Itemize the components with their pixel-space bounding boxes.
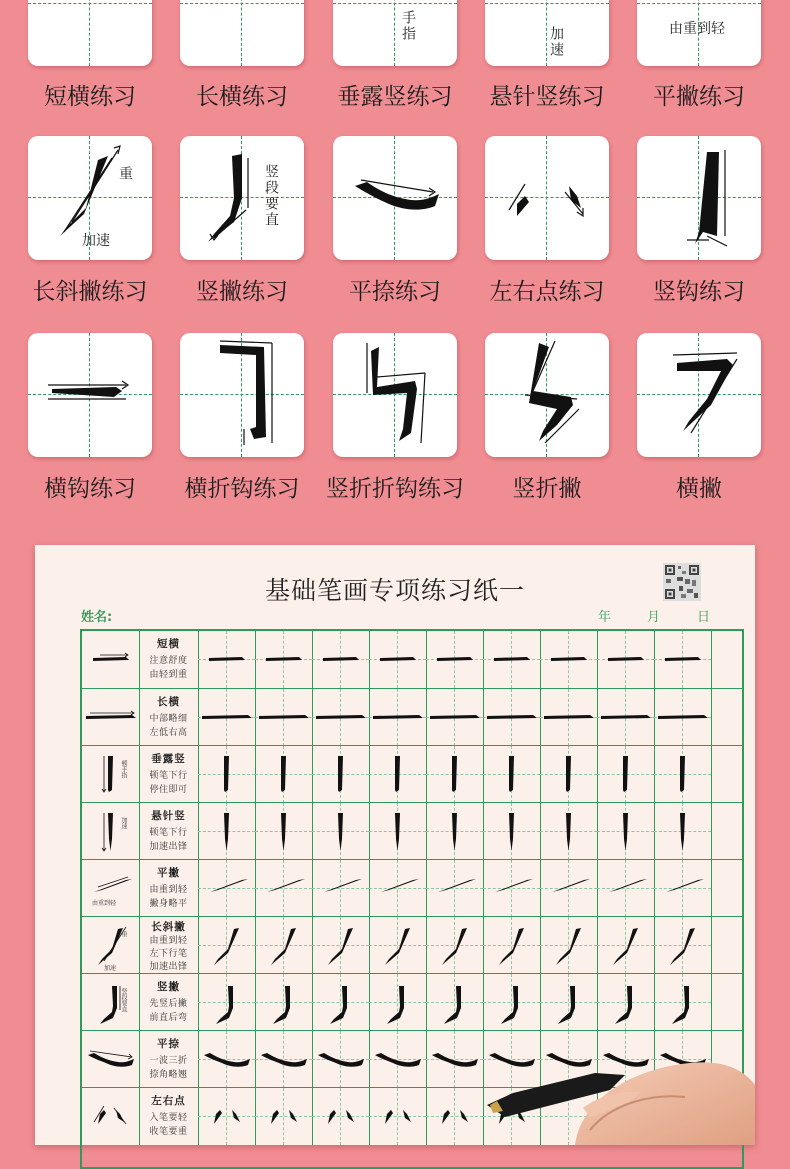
stroke-card-flat-right-falling bbox=[333, 136, 457, 260]
stroke-card-label: 短横练习 bbox=[44, 84, 136, 110]
stroke-name: 长横 bbox=[157, 696, 180, 708]
instruction-line-2: 加速出锋 bbox=[149, 842, 188, 852]
stroke-card-label: 长横练习 bbox=[196, 84, 288, 110]
stroke-name: 左右点 bbox=[151, 1095, 186, 1107]
date-year-label: 年 bbox=[598, 610, 612, 625]
stroke-card-label: 平捺练习 bbox=[349, 279, 441, 305]
stroke-card-label: 竖折折钩练习 bbox=[326, 476, 464, 502]
stroke-card-vertical-double-turn-hook bbox=[333, 333, 457, 457]
stroke-diagram bbox=[333, 136, 457, 260]
stroke-name: 悬针竖 bbox=[151, 810, 186, 822]
stroke-diagram bbox=[180, 333, 304, 457]
stroke-card-label: 横撇 bbox=[676, 476, 722, 502]
stroke-card-label: 竖折撇 bbox=[512, 476, 582, 502]
stroke-card-note: 加速 bbox=[548, 26, 564, 58]
stroke-card-horizontal-hook bbox=[28, 333, 152, 457]
stroke-diagram bbox=[28, 0, 152, 66]
stroke-card-long-slant-left-falling bbox=[28, 136, 152, 260]
stroke-card-label: 长斜撇练习 bbox=[32, 279, 148, 305]
practice-worksheet bbox=[35, 545, 755, 1145]
stroke-card-horizontal-left-falling bbox=[637, 333, 761, 457]
stroke-card-label: 横钩练习 bbox=[44, 476, 136, 502]
name-field-label: 姓名: bbox=[81, 610, 113, 625]
stroke-card-note: 竖段要直 bbox=[263, 164, 279, 228]
stroke-card-label: 竖钩练习 bbox=[653, 279, 745, 305]
stroke-card-needle-vertical bbox=[485, 0, 609, 66]
instruction-line-1: 顿笔下行 bbox=[149, 828, 188, 838]
demo-note: 竖段要直 bbox=[120, 988, 127, 1012]
demo-note-2: 加速 bbox=[104, 965, 117, 972]
stroke-card-left-right-dots bbox=[485, 136, 609, 260]
stroke-diagram bbox=[485, 136, 609, 260]
instruction-line-3: 加速出锋 bbox=[149, 962, 188, 972]
stroke-name: 竖撇 bbox=[157, 981, 180, 993]
instruction-line-2: 停住即可 bbox=[149, 785, 188, 795]
instruction-line-2: 捺角略翘 bbox=[149, 1070, 188, 1080]
stroke-name: 平撇 bbox=[157, 867, 180, 879]
stroke-diagram bbox=[637, 136, 761, 260]
stroke-name: 平捺 bbox=[157, 1038, 180, 1050]
demo-note: 加速 bbox=[120, 817, 127, 829]
stroke-name: 垂露竖 bbox=[151, 753, 186, 765]
stroke-card-vertical-hook bbox=[637, 136, 761, 260]
stroke-card-label: 左右点练习 bbox=[489, 279, 605, 305]
stroke-card-note-2: 加速 bbox=[82, 233, 110, 249]
hand-with-pen-image bbox=[35, 545, 755, 1145]
stroke-card-label: 平撇练习 bbox=[653, 84, 745, 110]
instruction-line-1: 中部略细 bbox=[149, 714, 188, 724]
stroke-diagram bbox=[180, 0, 304, 66]
instruction-line-2: 由轻到重 bbox=[149, 670, 188, 680]
instruction-line-1: 由重到轻 bbox=[149, 885, 188, 895]
instruction-line-2: 前直后弯 bbox=[149, 1013, 188, 1023]
instruction-line-1: 入笔要轻 bbox=[149, 1113, 188, 1123]
stroke-card-label: 横折钩练习 bbox=[184, 476, 300, 502]
stroke-diagram bbox=[485, 333, 609, 457]
instruction-line-1: 注意舒度 bbox=[149, 656, 188, 666]
stroke-card-vertical-left-falling bbox=[180, 136, 304, 260]
stroke-name: 短横 bbox=[157, 638, 180, 650]
stroke-diagram bbox=[333, 333, 457, 457]
instruction-line-2: 左低右高 bbox=[149, 728, 188, 738]
stroke-card-note: 由重到轻 bbox=[669, 21, 725, 37]
stroke-diagram bbox=[485, 0, 609, 66]
stroke-card-horizontal-turning-hook bbox=[180, 333, 304, 457]
instruction-line-1: 由重到轻 bbox=[149, 936, 188, 946]
demo-note: 重 bbox=[120, 931, 127, 937]
stroke-diagram bbox=[28, 333, 152, 457]
instruction-line-2: 收笔要重 bbox=[149, 1127, 188, 1137]
stroke-card-flat-left-falling bbox=[637, 0, 761, 66]
instruction-line-1: 一波三折 bbox=[149, 1056, 188, 1066]
worksheet-title: 基础笔画专项练习纸一 bbox=[264, 576, 525, 605]
stroke-card-vertical-turn-left-falling bbox=[485, 333, 609, 457]
instruction-line-2: 撇身略平 bbox=[149, 899, 188, 909]
stroke-diagram bbox=[333, 0, 457, 66]
stroke-card-dew-vertical bbox=[333, 0, 457, 66]
date-month-label: 月 bbox=[647, 610, 661, 625]
demo-note: 顿手指 bbox=[120, 760, 127, 778]
instruction-line-2: 左下行笔 bbox=[149, 949, 188, 959]
stroke-card-label: 垂露竖练习 bbox=[337, 84, 453, 110]
stroke-card-short-horizontal bbox=[28, 0, 152, 66]
stroke-name: 长斜撇 bbox=[151, 921, 186, 933]
stroke-card-note: 手指 bbox=[400, 10, 416, 42]
stroke-card-label: 悬针竖练习 bbox=[489, 84, 605, 110]
stroke-diagram bbox=[180, 136, 304, 260]
demo-note: 由重到轻 bbox=[92, 900, 117, 907]
date-day-label: 日 bbox=[697, 610, 711, 625]
instruction-line-1: 顿笔下行 bbox=[149, 771, 188, 781]
instruction-line-1: 先竖后撇 bbox=[149, 999, 188, 1009]
stroke-card-note: 重 bbox=[117, 166, 133, 182]
stroke-diagram bbox=[637, 333, 761, 457]
stroke-card-long-horizontal bbox=[180, 0, 304, 66]
stroke-card-label: 竖撇练习 bbox=[196, 279, 288, 305]
